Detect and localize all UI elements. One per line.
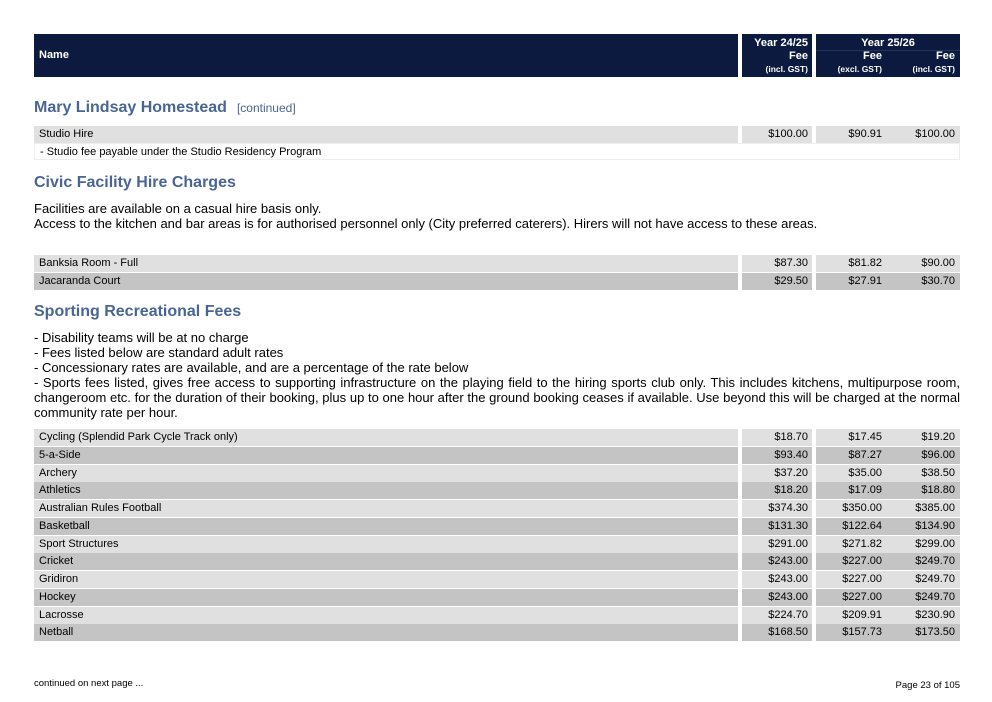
row-fees-2526	[816, 273, 960, 290]
row-fee-excl: $35.00	[848, 466, 882, 479]
row-fee-incl: $90.00	[921, 257, 955, 269]
section-title-civic-facility: Civic Facility Hire Charges	[34, 174, 236, 191]
table-row	[34, 607, 960, 624]
header-name-label: Name	[39, 49, 69, 61]
header-name-column	[34, 34, 738, 77]
row-fee-excl: $157.73	[842, 626, 882, 639]
row-fee-incl: $249.70	[915, 555, 955, 568]
header-year1-fee: Fee	[789, 50, 808, 62]
row-fee-incl: $134.90	[915, 519, 955, 532]
paragraph-line: - Disability teams will be at no charge	[34, 330, 249, 345]
row-fees-2526	[816, 482, 960, 499]
table-row	[34, 465, 960, 482]
row-fee-incl: $249.70	[915, 573, 955, 585]
civic-facility-description	[34, 201, 960, 231]
row-fee-incl: $385.00	[915, 502, 955, 514]
row-name: Cricket	[34, 553, 738, 570]
row-fee-excl: $27.91	[848, 275, 882, 287]
row-fee-2425: $18.20	[742, 482, 812, 499]
table-row	[34, 447, 960, 464]
section-title-sporting: Sporting Recreational Fees	[34, 303, 242, 320]
row-fee-incl: $19.20	[921, 431, 955, 443]
row-fee-2425: $224.70	[742, 607, 812, 624]
row-name: Jacaranda Court	[34, 273, 738, 290]
sporting-description	[34, 330, 960, 420]
section-title-mary-lindsay	[34, 99, 296, 117]
row-fee-2425: $87.30	[742, 255, 812, 272]
paragraph-line: - Concessionary rates are available, and are a percentage of the rate below	[34, 360, 469, 375]
row-fee-excl: $209.91	[842, 608, 882, 621]
row-fee-2425: $29.50	[742, 273, 812, 290]
fee-schedule-page	[34, 34, 960, 639]
row-name: Lacrosse	[34, 607, 738, 624]
row-name: Netball	[34, 624, 738, 641]
header-year2-fee-incl: Fee	[936, 50, 955, 62]
row-fee-2425: $93.40	[742, 447, 812, 464]
row-fee-2425: $100.00	[742, 126, 812, 143]
row-fee-excl: $122.64	[842, 519, 882, 532]
row-fee-2425: $243.00	[742, 553, 812, 570]
table-row	[34, 273, 960, 290]
table-row	[34, 536, 960, 553]
row-name: Gridiron	[34, 571, 738, 588]
paragraph-line: Facilities are available on a casual hire basis only.	[34, 201, 322, 216]
row-name: Sport Structures	[34, 536, 738, 553]
row-name: Banksia Room - Full	[34, 255, 738, 272]
table-row	[34, 255, 960, 272]
footer-page-number: Page 23 of 105	[895, 680, 960, 691]
row-fee-incl: $100.00	[915, 128, 955, 140]
row-fees-2526	[816, 571, 960, 588]
continued-label: [continued]	[236, 101, 296, 115]
row-fees-2526	[816, 447, 960, 464]
row-fees-2526	[816, 607, 960, 624]
row-fees-2526	[816, 624, 960, 641]
row-fees-2526	[816, 255, 960, 272]
header-year2-label: Year 25/26	[861, 37, 915, 49]
row-fees-2526	[816, 536, 960, 553]
row-fee-excl: $87.27	[848, 448, 882, 461]
header-year2-fee-excl-note: (excl. GST)	[837, 64, 882, 74]
row-fee-2425: $37.20	[742, 465, 812, 482]
row-name: Hockey	[34, 589, 738, 606]
header-year1-label: Year 24/25	[754, 37, 808, 49]
row-fee-incl: $38.50	[921, 466, 955, 479]
table-row	[34, 589, 960, 606]
section-title-text: Mary Lindsay Homestead	[34, 99, 227, 116]
header-year2-column	[816, 34, 960, 77]
row-fees-2526	[816, 500, 960, 517]
table-row	[34, 482, 960, 499]
row-fee-2425: $374.30	[742, 500, 812, 517]
table-row	[34, 429, 960, 446]
row-name: Australian Rules Football	[34, 500, 738, 517]
header-year1-column	[742, 34, 812, 77]
row-fee-incl: $30.70	[921, 275, 955, 287]
row-fee-excl: $227.00	[842, 590, 882, 603]
row-fee-incl: $96.00	[921, 448, 955, 461]
row-fee-excl: $90.91	[848, 128, 882, 140]
row-fee-excl: $17.45	[848, 431, 882, 443]
row-fee-excl: $81.82	[848, 257, 882, 269]
row-fee-2425: $291.00	[742, 536, 812, 553]
row-name: Athletics	[34, 482, 738, 499]
row-fee-2425: $243.00	[742, 589, 812, 606]
row-fee-excl: $227.00	[842, 573, 882, 585]
paragraph-line: - Sports fees listed, gives free access to supporting infrastructure on the playing field to the hiring sports club only. This includes kitchens, multipurpose room, changeroom etc. for the duration of their booking, plus up to one hour after the ground booking ceases if available. Use beyond this will be charged at the normal community rate per hour.	[34, 375, 960, 420]
row-fee-excl: $271.82	[842, 537, 882, 550]
table-row	[34, 126, 960, 143]
row-fee-incl: $249.70	[915, 590, 955, 603]
row-name: Archery	[34, 465, 738, 482]
footer-continued: continued on next page ...	[34, 678, 144, 689]
row-fee-2425: $18.70	[742, 429, 812, 446]
row-fee-excl: $227.00	[842, 555, 882, 568]
table-row	[34, 624, 960, 641]
row-fee-excl: $350.00	[842, 502, 882, 514]
header-year1-fee-note: (incl. GST)	[765, 64, 808, 74]
row-fee-incl: $299.00	[915, 537, 955, 550]
table-row	[34, 500, 960, 517]
row-fee-incl: $18.80	[921, 484, 955, 497]
row-fees-2526	[816, 126, 960, 143]
header-year2-fee-incl-note: (incl. GST)	[912, 64, 955, 74]
row-fees-2526	[816, 589, 960, 606]
row-name: Basketball	[34, 518, 738, 535]
row-fee-incl: $173.50	[915, 626, 955, 639]
row-name: Studio Hire	[34, 126, 738, 143]
row-name: 5-a-Side	[34, 447, 738, 464]
row-fee-excl: $17.09	[848, 484, 882, 497]
paragraph-line: Access to the kitchen and bar areas is for authorised personnel only (City preferred caterers). Hirers will not have access to these areas.	[34, 216, 818, 231]
row-fees-2526	[816, 429, 960, 446]
row-fee-2425: $243.00	[742, 571, 812, 588]
row-fee-incl: $230.90	[915, 608, 955, 621]
row-fees-2526	[816, 553, 960, 570]
table-row	[34, 518, 960, 535]
row-fee-2425: $131.30	[742, 518, 812, 535]
row-name: Cycling (Splendid Park Cycle Track only)	[34, 429, 738, 446]
table-row	[34, 553, 960, 570]
table-row	[34, 571, 960, 588]
table-header	[34, 34, 960, 77]
paragraph-line: - Fees listed below are standard adult rates	[34, 345, 284, 360]
row-fee-2425: $168.50	[742, 624, 812, 641]
row-fees-2526	[816, 518, 960, 535]
header-year2-fee-excl: Fee	[863, 50, 882, 62]
row-fees-2526	[816, 465, 960, 482]
studio-note: - Studio fee payable under the Studio Residency Program	[34, 143, 960, 160]
